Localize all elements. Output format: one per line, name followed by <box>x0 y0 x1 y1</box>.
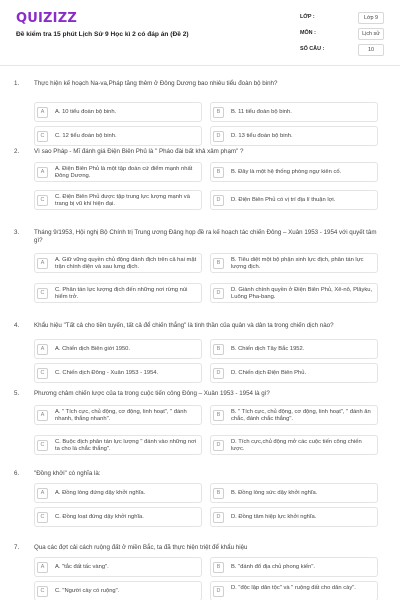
worksheet-header <box>0 0 400 66</box>
question-text: Vì sao Pháp - Mĩ đánh giá Điện Biên Phủ là " Pháo đài bất khả xâm phạm" ? <box>34 148 244 155</box>
answer-option-c[interactable] <box>34 126 202 146</box>
answer-option-a[interactable] <box>34 253 202 273</box>
question-number: 7. <box>14 544 20 551</box>
option-text: A. " Tích cực, chủ động, cơ động, linh hoạt", " đánh nhanh, thắng nhanh". <box>55 409 187 423</box>
question-number: 6. <box>14 470 20 477</box>
option-text: B. " Tích cực, chủ động, cơ động, linh hoạt", " đánh ăn chắc, đánh chắc thắng". <box>231 409 371 423</box>
option-letter-box: C <box>37 195 48 206</box>
option-letter-box: B <box>213 562 224 573</box>
meta-label: SỐ CÂU : <box>300 46 325 52</box>
option-text: B. 11 tiểu đoàn bộ binh. <box>231 109 292 115</box>
answer-option-b[interactable] <box>210 162 378 182</box>
answer-option-b[interactable] <box>210 102 378 122</box>
answer-option-d[interactable] <box>210 435 378 455</box>
option-letter-box: B <box>213 107 224 118</box>
answer-option-a[interactable] <box>34 339 202 359</box>
answer-option-d[interactable] <box>210 126 378 146</box>
option-letter-box: A <box>37 107 48 118</box>
meta-value: 10 <box>358 44 384 56</box>
option-letter-box: A <box>37 410 48 421</box>
meta-value: Lớp 9 <box>358 12 384 24</box>
option-text: A. 10 tiểu đoàn bộ binh. <box>55 109 117 115</box>
option-text: C. Đồng loạt đứng dậy khởi nghĩa. <box>55 514 144 520</box>
meta-label: MÔN : <box>300 30 316 36</box>
option-letter-box: C <box>37 512 48 523</box>
meta-value: Lịch sử <box>358 28 384 40</box>
question-number: 5. <box>14 390 20 397</box>
option-text: C. Buộc địch phân tán lực lượng " đánh vào những nơi ta cho là chắc thắng". <box>55 439 197 453</box>
option-text: D. "độc lập dân tộc" và " ruộng đất cho dân cày". <box>231 585 356 591</box>
meta-label: LỚP : <box>300 14 315 20</box>
answer-option-a[interactable] <box>34 557 202 577</box>
quizizz-logo: QUIZIZZ <box>16 11 77 26</box>
option-letter-box: A <box>37 344 48 355</box>
option-letter-box: B <box>213 344 224 355</box>
meta-row-subject <box>300 27 390 43</box>
answer-option-a[interactable] <box>34 483 202 503</box>
option-letter-box: C <box>37 440 48 451</box>
page-title: Đề kiểm tra 15 phút Lịch Sử 9 Học kì 2 có đáp án (Đề 2) <box>16 31 189 38</box>
option-letter-box: C <box>37 368 48 379</box>
option-text: D. Tích cực,chủ động mở các cuộc tiến công chiến lược. <box>231 439 362 453</box>
answer-option-b[interactable] <box>210 339 378 359</box>
option-text: A. Đồng lòng đứng dậy khởi nghĩa. <box>55 490 146 496</box>
option-text: C. "Người cày có ruộng". <box>55 588 120 594</box>
option-letter-box: B <box>213 488 224 499</box>
quiz-meta <box>300 11 390 59</box>
answer-option-d[interactable] <box>210 283 378 303</box>
question-text: Thực hiện kế hoạch Na-va,Pháp tăng thêm ở Đông Dương bao nhiêu tiểu đoàn bộ binh? <box>34 80 278 87</box>
option-text: C. Chiến dịch Đông - Xuân 1953 - 1954. <box>55 370 159 376</box>
option-letter-box: C <box>37 586 48 597</box>
option-text: D. Điện Biên Phủ có vị trí địa lí thuận lợi. <box>231 197 336 203</box>
answer-option-b[interactable] <box>210 405 378 425</box>
option-letter-box: A <box>37 258 48 269</box>
question-text: Tháng 9/1953, Hội nghị Bộ Chính trị Trung ương Đảng họp đề ra kế hoạch tác chiến Đông – Xuân 1953 - 1954 với quyết tâm gì? <box>34 229 377 245</box>
question-text: Qua các đợt cải cách ruộng đất ở miền Bắc, ta đã thực hiện triệt để khẩu hiệu <box>34 544 248 551</box>
option-text: B. Tiêu diệt một bộ phận sinh lực địch, phân tán lực lượng địch. <box>231 257 364 271</box>
option-text: D. 13 tiểu đoàn bộ binh. <box>231 133 293 139</box>
question-number: 2. <box>14 148 20 155</box>
option-text: B. "đánh đổ địa chủ phong kiến". <box>231 564 316 570</box>
question-text: Khẩu hiệu "Tất cả cho tiền tuyến, tất cả để chiến thắng" là tinh thần của quân và dân ta trong chiến dịch nào? <box>34 322 334 329</box>
option-letter-box: D <box>213 440 224 451</box>
question-text: Phương châm chiến lược của ta trong cuộc tiến công Đông – Xuân 1953 - 1954 là gì? <box>34 390 270 397</box>
option-letter-box: B <box>213 410 224 421</box>
option-letter-box: B <box>213 167 224 178</box>
answer-option-c[interactable] <box>34 283 202 303</box>
answer-option-c[interactable] <box>34 190 202 210</box>
answer-option-d[interactable] <box>210 507 378 527</box>
option-letter-box: A <box>37 488 48 499</box>
option-text: A. Giữ vững quyền chủ động đánh địch trên cả hai mặt trận chính diện và sau lưng địch. <box>55 257 197 271</box>
option-text: D. Chiến dịch Điện Biên Phủ. <box>231 370 307 376</box>
option-letter-box: D <box>213 368 224 379</box>
meta-row-class <box>300 11 390 27</box>
option-letter-box: D <box>213 195 224 206</box>
question-text: "Đồng khởi" có nghĩa là: <box>34 470 101 477</box>
option-letter-box: B <box>213 258 224 269</box>
question-number: 4. <box>14 322 20 329</box>
answer-option-a[interactable] <box>34 102 202 122</box>
answer-option-c[interactable] <box>34 581 202 600</box>
option-text: D. Đồng tâm hiệp lực khởi nghĩa. <box>231 514 317 520</box>
answer-option-b[interactable] <box>210 253 378 273</box>
option-letter-box: D <box>213 288 224 299</box>
question-number: 1. <box>14 80 20 87</box>
option-letter-box: C <box>37 288 48 299</box>
option-text: A. "tắc đất tấc vàng". <box>55 564 109 570</box>
question-number: 3. <box>14 229 20 236</box>
answer-option-a[interactable] <box>34 405 202 425</box>
option-text: C. 12 tiểu đoàn bộ binh. <box>55 133 117 139</box>
option-text: B. Chiến dịch Tây Bắc 1952. <box>231 346 305 352</box>
option-letter-box: D <box>213 586 224 597</box>
answer-option-c[interactable] <box>34 507 202 527</box>
option-text: D. Giành chính quyền ở Điện Biên Phủ, Xê-nô, Plâyku, Luông Pha-bang. <box>231 287 373 301</box>
answer-option-b[interactable] <box>210 557 378 577</box>
option-letter-box: D <box>213 512 224 523</box>
option-letter-box: A <box>37 562 48 573</box>
option-letter-box: D <box>213 131 224 142</box>
answer-option-d[interactable] <box>210 581 378 600</box>
option-text: B. Đây là một hệ thống phòng ngự kiên cố. <box>231 169 342 175</box>
answer-option-a[interactable] <box>34 162 202 182</box>
answer-option-c[interactable] <box>34 363 202 383</box>
option-text: A. Chiến dịch Biên giới 1950. <box>55 346 131 352</box>
answer-option-c[interactable] <box>34 435 202 455</box>
option-text: C. Phân tán lực lượng địch đến những nơi rừng núi hiểm trở. <box>55 287 188 301</box>
option-letter-box: A <box>37 167 48 178</box>
option-text: C. Điện Biên Phủ được tập trung lực lượng mạnh và trang bị vũ khí hiện đại. <box>55 194 190 208</box>
answer-option-b[interactable] <box>210 483 378 503</box>
answer-option-d[interactable] <box>210 363 378 383</box>
option-text: A. Điện Biên Phủ là một tập đoàn cứ điểm mạnh nhất Đông Dương. <box>55 166 193 180</box>
option-text: B. Đồng lòng sức dậy khởi nghĩa. <box>231 490 318 496</box>
option-letter-box: C <box>37 131 48 142</box>
answer-option-d[interactable] <box>210 190 378 210</box>
meta-row-count <box>300 43 390 59</box>
